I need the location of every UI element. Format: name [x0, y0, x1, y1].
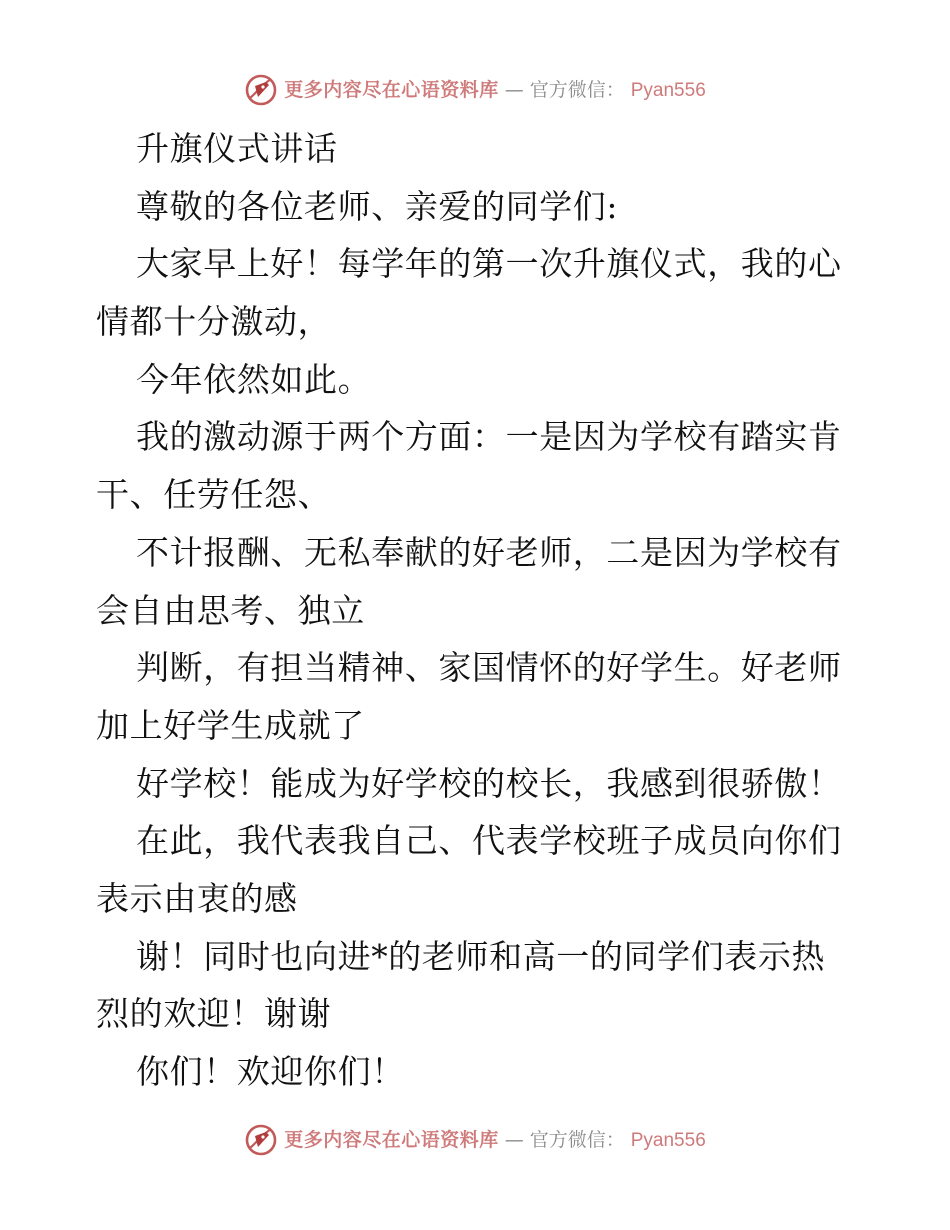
- paragraph-line: 好学校！能成为好学校的校长，我感到很骄傲！: [136, 763, 842, 803]
- watermark-brand-text: 更多内容尽在心语资料库: [284, 78, 499, 101]
- paragraph-line: 干、任劳任怨、: [96, 475, 332, 515]
- paragraph-line: 我的激动源于两个方面：一是因为学校有踏实肯: [136, 417, 842, 457]
- paragraph-line: 加上好学生成就了: [96, 705, 365, 745]
- watermark-wechat-id: Pyan556: [630, 79, 706, 101]
- document-body: [96, 120, 856, 1101]
- watermark-brand-text: 更多内容尽在心语资料库: [284, 1128, 499, 1151]
- paragraph-line: 情都十分激动，: [96, 302, 332, 342]
- paragraph-line: 表示由衷的感: [96, 878, 298, 918]
- pen-nib-circle-icon: [244, 1123, 278, 1157]
- document-title: 升旗仪式讲话: [136, 129, 338, 168]
- paragraph-line: 会自由思考、独立: [96, 590, 365, 630]
- footer-watermark: [0, 1120, 950, 1160]
- paragraph-line: 烈的欢迎！谢谢: [96, 994, 332, 1034]
- watermark-separator: —: [504, 78, 524, 101]
- pen-nib-circle-icon: [244, 73, 278, 107]
- paragraph-line: 谢！同时也向进*的老师和高一的同学们表示热: [136, 936, 826, 976]
- paragraph-line: 你们！欢迎你们！: [136, 1052, 405, 1091]
- paragraph-line: 尊敬的各位老师、亲爱的同学们:: [136, 186, 619, 226]
- paragraph-line: 判断，有担当精神、家国情怀的好学生。好老师: [136, 648, 842, 688]
- paragraph-line: 大家早上好！每学年的第一次升旗仪式，我的心: [136, 244, 842, 284]
- watermark-label: 官方微信：: [529, 1128, 625, 1151]
- paragraph-line: 在此，我代表我自己、代表学校班子成员向你们: [136, 821, 842, 861]
- header-watermark: [0, 70, 950, 110]
- paragraph-line: 今年依然如此。: [136, 359, 372, 399]
- paragraph-line: 不计报酬、无私奉献的好老师，二是因为学校有: [136, 532, 842, 572]
- watermark-separator: —: [504, 1128, 524, 1151]
- watermark-label: 官方微信：: [529, 78, 625, 101]
- watermark-wechat-id: Pyan556: [630, 1129, 706, 1151]
